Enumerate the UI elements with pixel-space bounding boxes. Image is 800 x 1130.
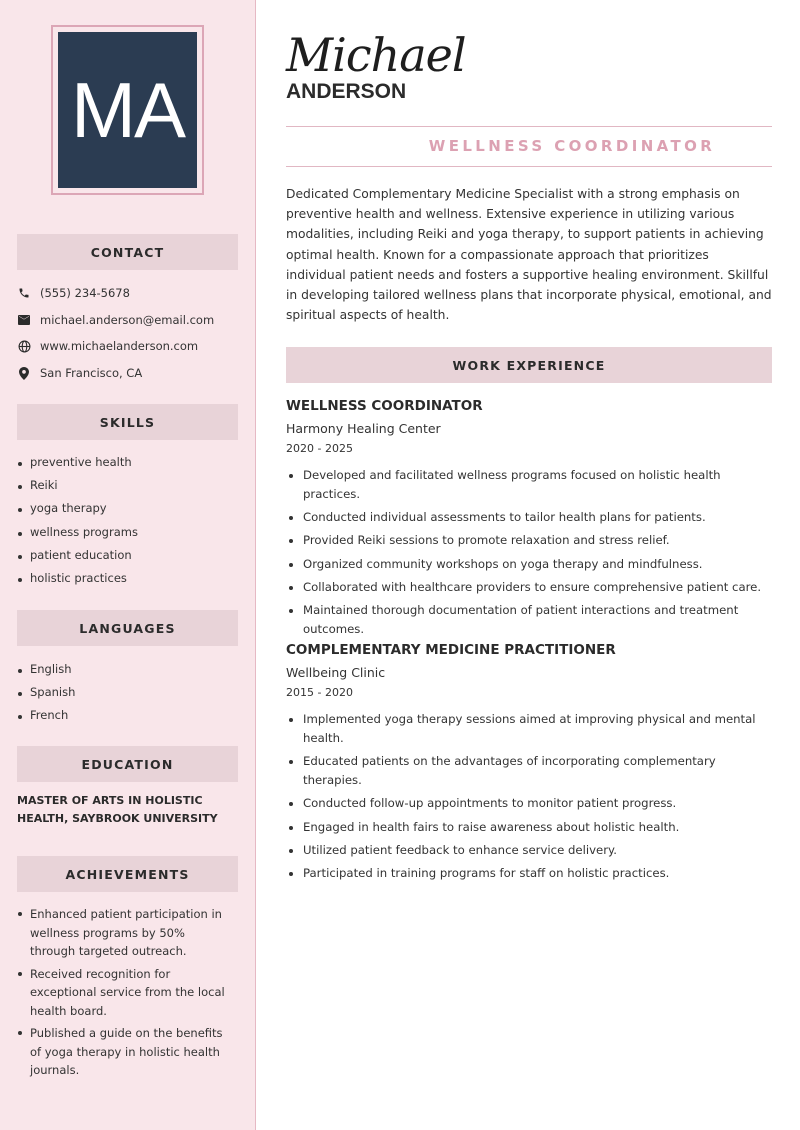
job-company: Wellbeing Clinic xyxy=(286,665,386,680)
sidebar xyxy=(0,0,256,1130)
contact-phone[interactable] xyxy=(17,280,247,307)
phone-icon xyxy=(17,286,31,300)
language-item: French xyxy=(17,708,75,731)
skill-item: Reiki xyxy=(17,478,138,501)
contact-heading: CONTACT xyxy=(17,234,238,270)
contact-website-text: www.michaelanderson.com xyxy=(40,339,199,354)
profile-summary: Dedicated Complementary Medicine Specialist with a strong emphasis on preventive health and wellness. Extensive experience in utilizing various modalities, including Reiki and yoga therapy, to support patients in achieving optimal health. Known for a compassionate approach that prioritizes individual patient needs and fosters a supportive healing environment. Skillful in developing tailored wellness plans that incorporate physical, emotional, and spiritual aspects of health. xyxy=(286,187,772,323)
last-name: ANDERSON xyxy=(286,80,407,103)
job-dates: 2020 - 2025 xyxy=(286,442,353,455)
first-name: Michael xyxy=(286,28,466,82)
achievements-heading: ACHIEVEMENTS xyxy=(17,856,238,892)
education-heading: EDUCATION xyxy=(17,746,238,782)
skill-item: holistic practices xyxy=(17,571,138,594)
monogram: MA xyxy=(58,32,197,188)
job-entry xyxy=(286,642,772,887)
job-bullet: Educated patients on the advantages of incorporating complementary therapies. xyxy=(286,752,772,790)
education-entry: MASTER OF ARTS IN HOLISTIC HEALTH, SAYBROOK UNIVERSITY xyxy=(17,794,218,825)
job-role: COMPLEMENTARY MEDICINE PRACTITIONER xyxy=(286,642,616,658)
language-item: Spanish xyxy=(17,685,75,708)
job-bullet: Organized community workshops on yoga therapy and mindfulness. xyxy=(286,555,772,574)
job-bullets xyxy=(286,466,772,639)
email-icon xyxy=(17,313,31,327)
job-dates: 2015 - 2020 xyxy=(286,686,353,699)
job-bullet: Conducted individual assessments to tailor health plans for patients. xyxy=(286,508,772,527)
globe-icon xyxy=(17,339,31,353)
title-rule-top xyxy=(286,126,772,127)
title-rule-bottom xyxy=(286,166,772,167)
contact-list xyxy=(17,280,247,386)
job-bullet: Participated in training programs for staff on holistic practices. xyxy=(286,864,772,883)
achievement-item: Published a guide on the benefits of yoga therapy in holistic health journals. xyxy=(17,1024,232,1080)
job-bullet: Engaged in health fairs to raise awareness about holistic health. xyxy=(286,818,772,837)
contact-location xyxy=(17,360,247,387)
job-role: WELLNESS COORDINATOR xyxy=(286,398,483,414)
job-bullet: Utilized patient feedback to enhance service delivery. xyxy=(286,841,772,860)
achievement-item: Enhanced patient participation in wellness programs by 50% through targeted outreach. xyxy=(17,905,232,961)
achievement-item: Received recognition for exceptional service from the local health board. xyxy=(17,965,232,1021)
job-company: Harmony Healing Center xyxy=(286,421,441,436)
skill-item: wellness programs xyxy=(17,525,138,548)
monogram-frame xyxy=(51,25,204,195)
language-item: English xyxy=(17,662,75,685)
job-bullet: Maintained thorough documentation of patient interactions and treatment outcomes. xyxy=(286,601,772,639)
contact-email-text: michael.anderson@email.com xyxy=(40,312,215,327)
contact-phone-text: (555) 234-5678 xyxy=(40,286,130,301)
job-bullet: Conducted follow-up appointments to monitor patient progress. xyxy=(286,794,772,813)
skills-list xyxy=(17,455,138,594)
job-bullet: Provided Reiki sessions to promote relaxation and stress relief. xyxy=(286,531,772,550)
contact-email[interactable] xyxy=(17,307,247,334)
languages-list xyxy=(17,662,75,732)
contact-website[interactable] xyxy=(17,333,247,360)
job-bullet: Implemented yoga therapy sessions aimed at improving physical and mental health. xyxy=(286,710,772,748)
skill-item: yoga therapy xyxy=(17,501,138,524)
job-entry xyxy=(286,398,772,643)
languages-heading: LANGUAGES xyxy=(17,610,238,646)
skill-item: patient education xyxy=(17,548,138,571)
skills-heading: SKILLS xyxy=(17,404,238,440)
work-experience-heading: WORK EXPERIENCE xyxy=(286,347,772,383)
achievements-list xyxy=(17,905,232,1084)
job-bullet: Collaborated with healthcare providers to ensure comprehensive patient care. xyxy=(286,578,772,597)
job-bullet: Developed and facilitated wellness programs focused on holistic health practices. xyxy=(286,466,772,504)
location-pin-icon xyxy=(17,366,31,380)
skill-item: preventive health xyxy=(17,455,138,478)
job-bullets xyxy=(286,710,772,883)
contact-location-text: San Francisco, CA xyxy=(40,366,143,381)
job-title: WELLNESS COORDINATOR xyxy=(428,137,716,155)
